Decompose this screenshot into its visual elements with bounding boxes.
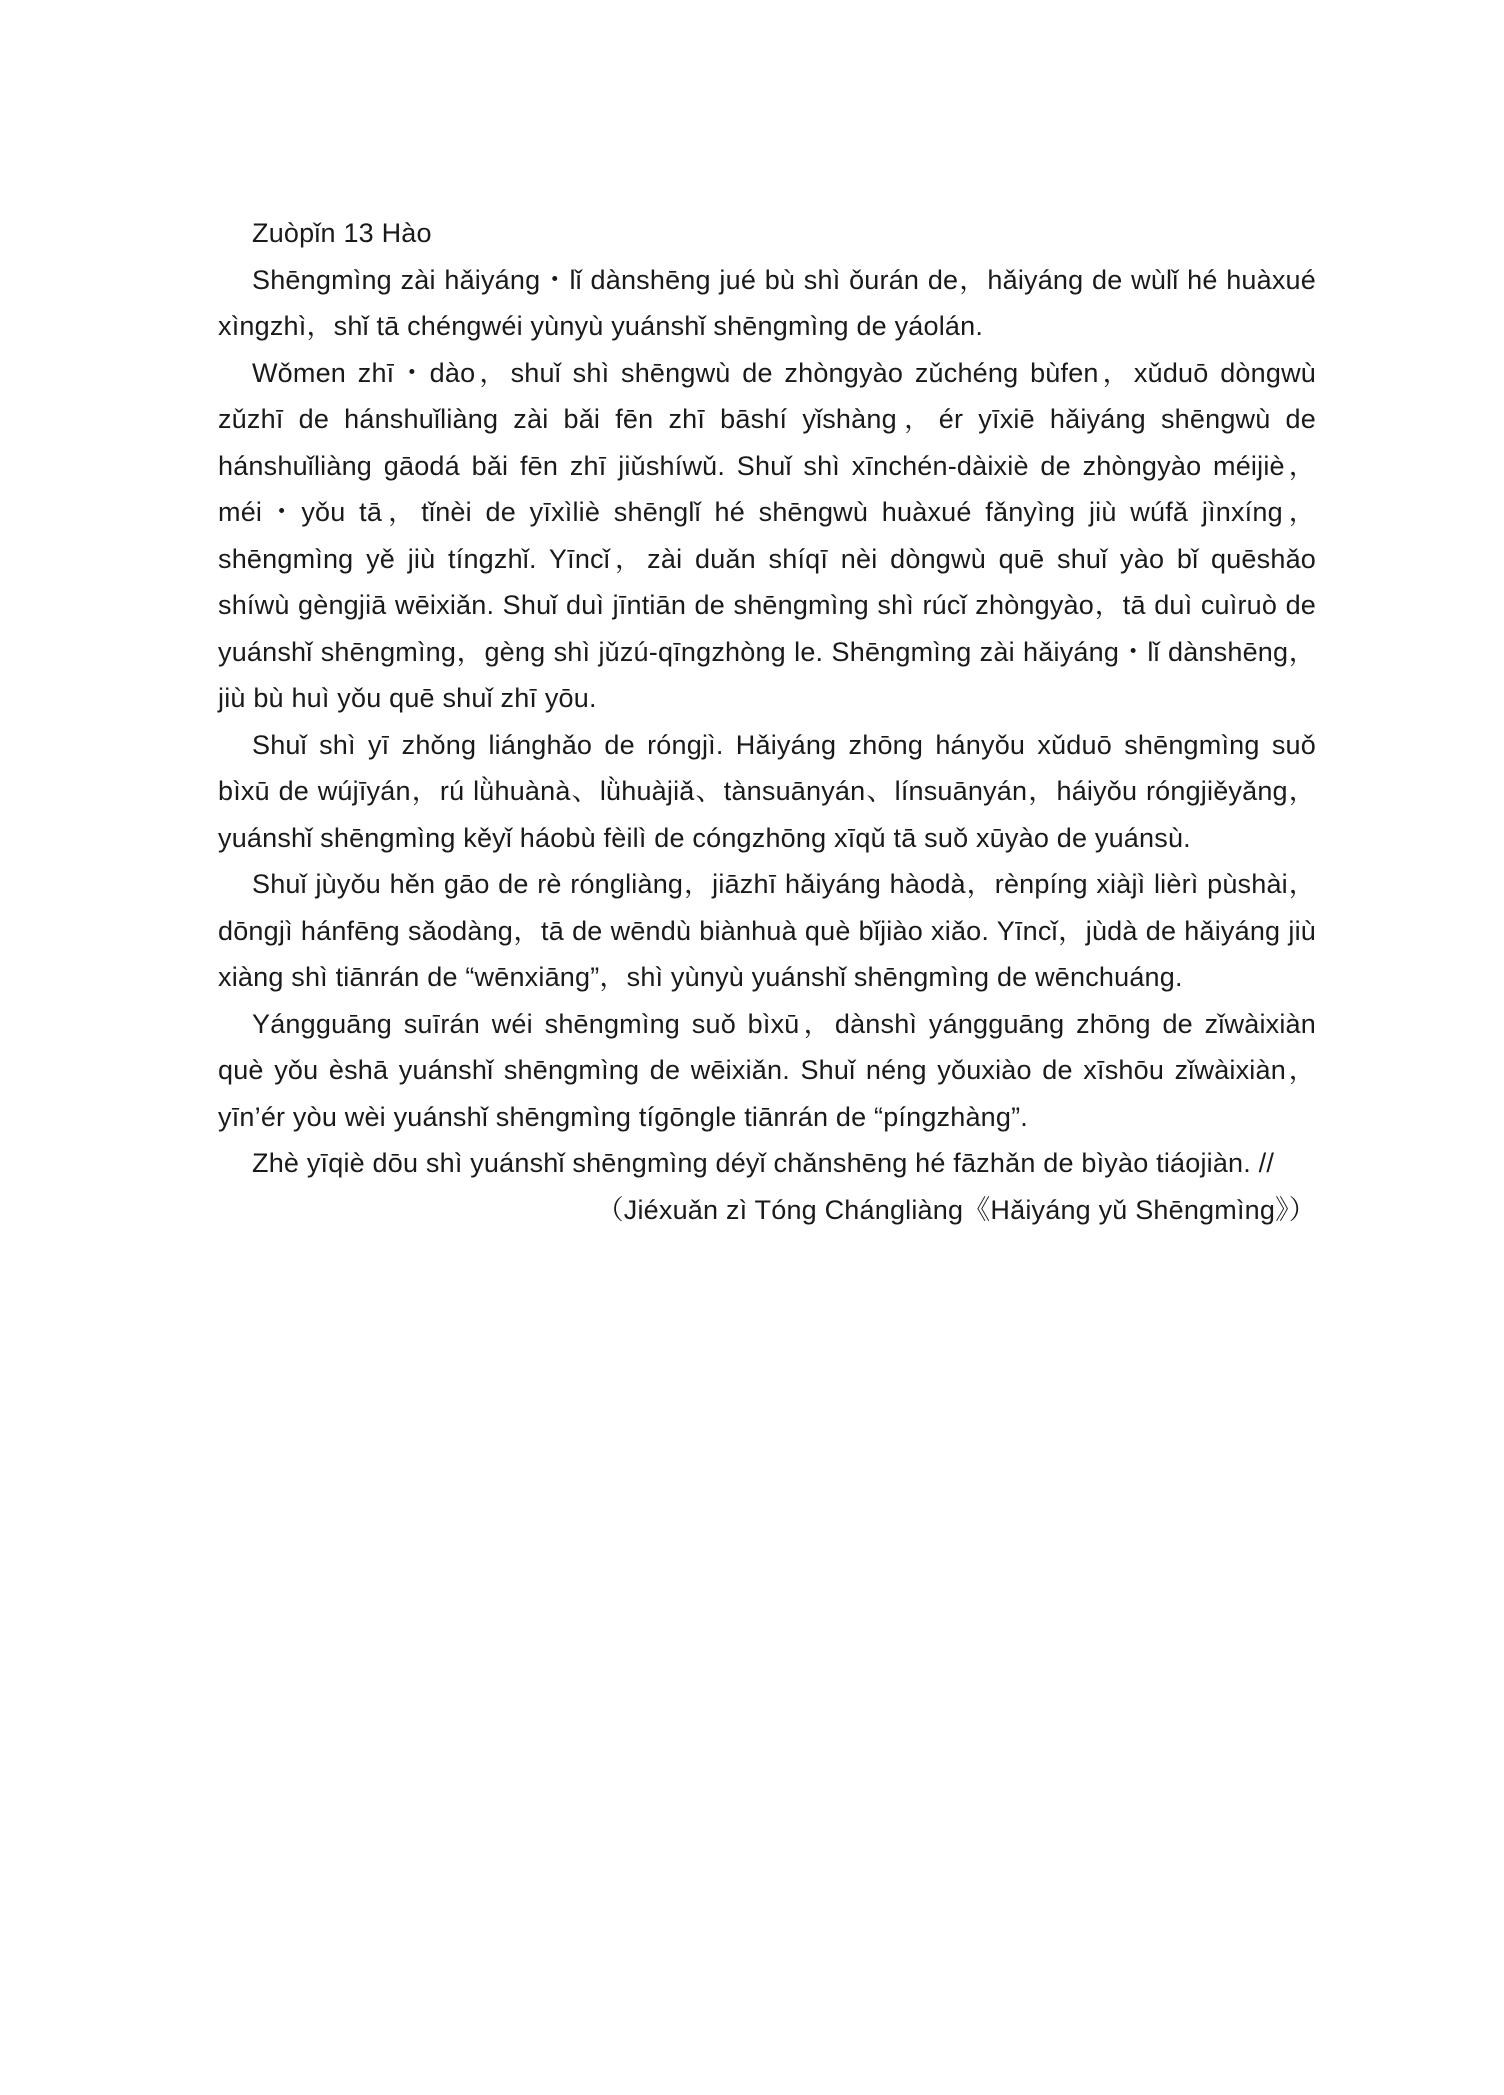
paragraph-3: Shuǐ shì yī zhǒng liánghǎo de róngjì. Hǎiyáng zhōng hányǒu xǔduō shēngmìng suǒ bìxū de wújīyán，rú lǜhuànà、lǜhuàjiǎ、tànsuānyán、línsuānyán，háiyǒu róngjiěyǎng，yuánshǐ shēngmìng kěyǐ háobù fèilì de cóngzhōng xīqǔ tā suǒ xūyào de yuánsù. (218, 729, 1316, 853)
paragraph-2: Wǒmen zhī・dào，shuǐ shì shēngwù de zhòngyào zǔchéng bùfen，xǔduō dòngwù zǔzhī de hánshuǐliàng zài bǎi fēn zhī bāshí yǐshàng，ér yīxiē hǎiyáng shēngwù de hánshuǐliàng gāodá bǎi fēn zhī jiǔshíwǔ. Shuǐ shì xīnchén-dàixiè de zhòngyào méijiè，méi・yǒu tā，tǐnèi de yīxìliè shēnglǐ hé shēngwù huàxué fǎnyìng jiù wúfǎ jìnxíng，shēngmìng yě jiù tíngzhǐ. Yīncǐ，zài duǎn shíqī nèi dòngwù quē shuǐ yào bǐ quēshǎo shíwù gèngjiā wēixiǎn. Shuǐ duì jīntiān de shēngmìng shì rúcǐ zhòngyào，tā duì cuìruò de yuánshǐ shēngmìng，gèng shì jǔzú-qīngzhòng le. Shēngmìng zài hǎiyáng・lǐ dànshēng，jiù bù huì yǒu quē shuǐ zhī yōu. (218, 357, 1316, 713)
document-title: Zuòpǐn 13 Hào (252, 218, 432, 248)
paragraph-6: Zhè yīqiè dōu shì yuánshǐ shēngmìng déyǐ chǎnshēng hé fāzhǎn de bìyào tiáojiàn. // (252, 1148, 1275, 1178)
document-body (218, 210, 1316, 1233)
paragraph-4: Shuǐ jùyǒu hěn gāo de rè róngliàng，jiāzhī hǎiyáng hàodà，rènpíng xiàjì lièrì pùshài，dōngjì hánfēng sǎodàng，tā de wēndù biànhuà què bǐjiào xiǎo. Yīncǐ，jùdà de hǎiyáng jiù xiàng shì tiānrán de “wēnxiāng”，shì yùnyù yuánshǐ shēngmìng de wēnchuáng. (218, 869, 1316, 992)
paragraph-1: Shēngmìng zài hǎiyáng・lǐ dànshēng jué bù shì ǒurán de，hǎiyáng de wùlǐ hé huàxué xìngzhì，shǐ tā chéngwéi yùnyù yuánshǐ shēngmìng de yáolán. (218, 264, 1316, 341)
paragraph-5: Yángguāng suīrán wéi shēngmìng suǒ bìxū，dànshì yángguāng zhōng de zǐwàixiàn què yǒu èshā yuánshǐ shēngmìng de wēixiǎn. Shuǐ néng yǒuxiào de xīshōu zǐwàixiàn，yīn’ér yòu wèi yuánshǐ shēngmìng tígōngle tiānrán de “píngzhàng”. (218, 1008, 1316, 1132)
source-citation: （Jiéxuǎn zì Tóng Chángliàng《Hǎiyáng yǔ Shēngmìng》） (596, 1194, 1316, 1225)
